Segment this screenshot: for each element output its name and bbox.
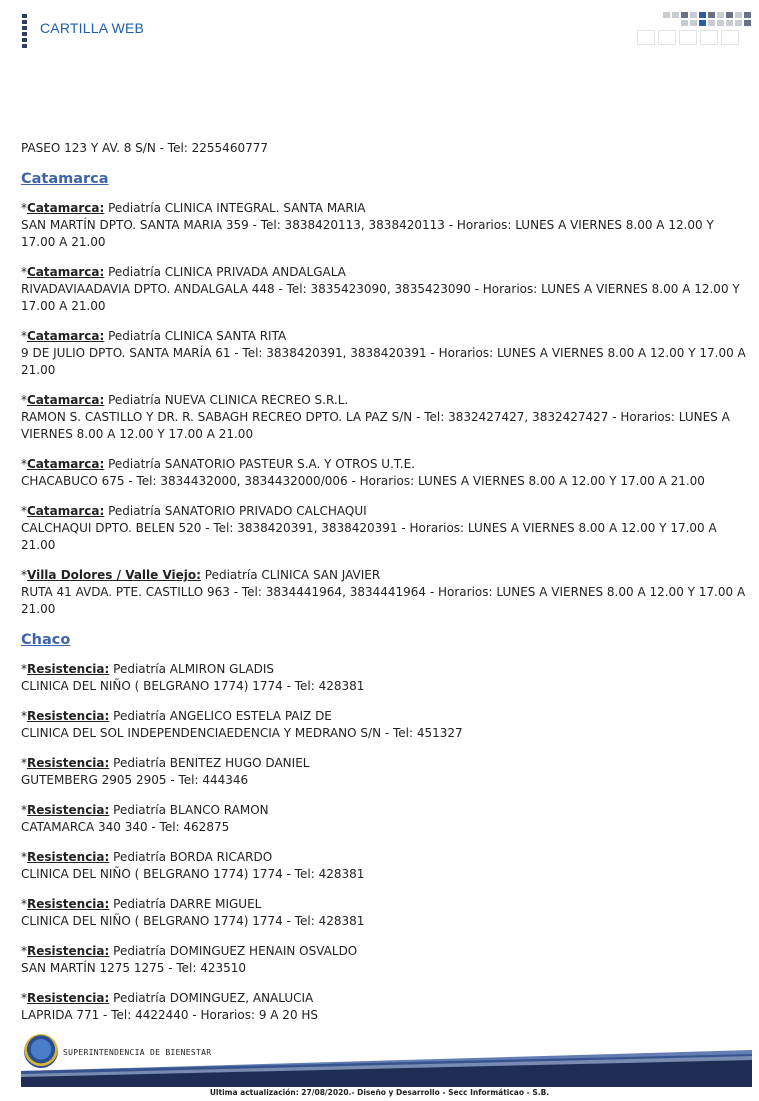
provider-name: Pediatría SANATORIO PRIVADO CALCHAQUI (108, 504, 367, 518)
provider-location: Resistencia: (27, 944, 110, 958)
provider-name: Pediatría DOMINGUEZ, ANALUCIA (113, 991, 314, 1005)
footer-wave-graphic (21, 1038, 752, 1087)
listing-content (21, 140, 746, 1037)
provider-entry (21, 990, 746, 1024)
provider-entry (21, 328, 746, 379)
provider-name: Pediatría BENITEZ HUGO DANIEL (113, 756, 310, 770)
provider-name: Pediatría ALMIRON GLADIS (113, 662, 275, 676)
provider-entry (21, 849, 746, 883)
provider-line: *Resistencia: Pediatría BENITEZ HUGO DANIEL (21, 756, 310, 770)
provider-line: *Resistencia: Pediatría ANGELICO ESTELA PAIZ DE (21, 709, 332, 723)
provider-name: Pediatría DARRE MIGUEL (113, 897, 262, 911)
provider-line: *Villa Dolores / Valle Viejo: Pediatría CLINICA SAN JAVIER (21, 568, 381, 582)
provider-location: Resistencia: (27, 709, 110, 723)
provider-entry (21, 708, 746, 742)
sections-container (21, 171, 746, 1024)
page-footer (0, 1030, 759, 1101)
provider-line: *Catamarca: Pediatría SANATORIO PRIVADO CALCHAQUI (21, 504, 367, 518)
header-accent-bar (22, 14, 27, 48)
provider-line: *Catamarca: Pediatría CLINICA INTEGRAL. SANTA MARIA (21, 201, 366, 215)
provider-name: Pediatría BORDA RICARDO (113, 850, 273, 864)
provider-name: Pediatría BLANCO RAMON (113, 803, 269, 817)
provider-location: Catamarca: (27, 265, 105, 279)
provider-line: *Resistencia: Pediatría BORDA RICARDO (21, 850, 273, 864)
provider-name: Pediatría CLINICA INTEGRAL. SANTA MARIA (108, 201, 366, 215)
provider-line: *Resistencia: Pediatría DARRE MIGUEL (21, 897, 262, 911)
provider-line: *Resistencia: Pediatría ALMIRON GLADIS (21, 662, 275, 676)
page-header (0, 0, 759, 60)
provider-entry (21, 661, 746, 695)
provider-name: Pediatría SANATORIO PASTEUR S.A. Y OTROS U.T.E. (108, 457, 416, 471)
provider-location: Resistencia: (27, 803, 110, 817)
provider-location: Resistencia: (27, 662, 110, 676)
provider-location: Catamarca: (27, 457, 105, 471)
institution-seal-icon (24, 1034, 58, 1068)
header-decorative-grid (633, 12, 751, 46)
provider-entry (21, 567, 746, 618)
provider-location: Villa Dolores / Valle Viejo: (27, 568, 201, 582)
provider-address: GUTEMBERG 2905 2905 - Tel: 444346 (21, 773, 249, 787)
provider-location: Resistencia: (27, 756, 110, 770)
section-heading[interactable]: Catamarca (21, 171, 109, 187)
provider-name: Pediatría DOMINGUEZ HENAIN OSVALDO (113, 944, 358, 958)
provider-name: Pediatría ANGELICO ESTELA PAIZ DE (113, 709, 332, 723)
provider-address: CHACABUCO 675 - Tel: 3834432000, 3834432000/006 - Horarios: LUNES A VIERNES 8.00 A 12.00 Y 17.00 A 21.00 (21, 474, 705, 488)
provider-location: Catamarca: (27, 201, 105, 215)
provider-address: SAN MARTÍN 1275 1275 - Tel: 423510 (21, 961, 247, 975)
provider-address: SAN MARTÍN DPTO. SANTA MARIA 359 - Tel: 3838420113, 3838420113 - Horarios: LUNES A VIERNES 8.00 A 12.00 Y 17.00 A 21.00 (21, 218, 714, 249)
provider-entry (21, 200, 746, 251)
provider-entry (21, 896, 746, 930)
provider-address: CLINICA DEL NIÑO ( BELGRANO 1774) 1774 - Tel: 428381 (21, 914, 365, 928)
provider-entry (21, 755, 746, 789)
provider-location: Catamarca: (27, 329, 105, 343)
provider-line: *Resistencia: Pediatría DOMINGUEZ, ANALUCIA (21, 991, 314, 1005)
provider-location: Catamarca: (27, 504, 105, 518)
provider-name: Pediatría CLINICA SANTA RITA (108, 329, 287, 343)
provider-location: Resistencia: (27, 897, 110, 911)
provider-address: RAMON S. CASTILLO Y DR. R. SABAGH RECREO DPTO. LA PAZ S/N - Tel: 3832427427, 3832427427 - Horarios: LUNES A VIERNES 8.00 A 12.00 Y 17.00 A 21.00 (21, 410, 730, 441)
intro-address-line: PASEO 123 Y AV. 8 S/N - Tel: 2255460777 (21, 141, 268, 155)
provider-location: Catamarca: (27, 393, 105, 407)
footer-update-note: Ultima actualización: 27/08/2020.- Diseño y Desarrollo - Secc Informáticao - S.B. (209, 1088, 550, 1097)
provider-address: CLINICA DEL SOL INDEPENDENCIAEDENCIA Y MEDRANO S/N - Tel: 451327 (21, 726, 463, 740)
provider-line: *Catamarca: Pediatría CLINICA PRIVADA ANDALGALA (21, 265, 346, 279)
provider-line: *Catamarca: Pediatría SANATORIO PASTEUR S.A. Y OTROS U.T.E. (21, 457, 416, 471)
provider-line: *Catamarca: Pediatría NUEVA CLINICA RECREO S.R.L. (21, 393, 349, 407)
provider-address: RUTA 41 AVDA. PTE. CASTILLO 963 - Tel: 3834441964, 3834441964 - Horarios: LUNES A VIERNES 8.00 A 12.00 Y 17.00 A 21.00 (21, 585, 746, 616)
provider-entry (21, 264, 746, 315)
section-heading[interactable]: Chaco (21, 632, 71, 648)
provider-location: Resistencia: (27, 850, 110, 864)
provider-name: Pediatría NUEVA CLINICA RECREO S.R.L. (108, 393, 349, 407)
provider-line: *Resistencia: Pediatría DOMINGUEZ HENAIN OSVALDO (21, 944, 358, 958)
header-title: CARTILLA WEB (40, 20, 145, 36)
provider-line: *Resistencia: Pediatría BLANCO RAMON (21, 803, 269, 817)
provider-entry (21, 503, 746, 554)
provider-address: LAPRIDA 771 - Tel: 4422440 - Horarios: 9 A 20 HS (21, 1008, 319, 1022)
provider-address: CATAMARCA 340 340 - Tel: 462875 (21, 820, 230, 834)
provider-address: RIVADAVIAADAVIA DPTO. ANDALGALA 448 - Tel: 3835423090, 3835423090 - Horarios: LUNES A VIERNES 8.00 A 12.00 Y 17.00 A 21.00 (21, 282, 740, 313)
provider-address: CLINICA DEL NIÑO ( BELGRANO 1774) 1774 - Tel: 428381 (21, 867, 365, 881)
provider-entry (21, 802, 746, 836)
provider-name: Pediatría CLINICA PRIVADA ANDALGALA (108, 265, 346, 279)
provider-line: *Catamarca: Pediatría CLINICA SANTA RITA (21, 329, 287, 343)
provider-name: Pediatría CLINICA SAN JAVIER (204, 568, 381, 582)
provider-address: CLINICA DEL NIÑO ( BELGRANO 1774) 1774 - Tel: 428381 (21, 679, 365, 693)
provider-address: 9 DE JULIO DPTO. SANTA MARÍA 61 - Tel: 3838420391, 3838420391 - Horarios: LUNES A VIERNES 8.00 A 12.00 Y 17.00 A 21.00 (21, 346, 746, 377)
footer-org-name: SUPERINTENDENCIA DE BIENESTAR (63, 1048, 212, 1057)
provider-address: CALCHAQUI DPTO. BELEN 520 - Tel: 3838420391, 3838420391 - Horarios: LUNES A VIERNES 8.00 A 12.00 Y 17.00 A 21.00 (21, 521, 717, 552)
provider-entry (21, 456, 746, 490)
provider-entry (21, 392, 746, 443)
provider-location: Resistencia: (27, 991, 110, 1005)
provider-entry (21, 943, 746, 977)
